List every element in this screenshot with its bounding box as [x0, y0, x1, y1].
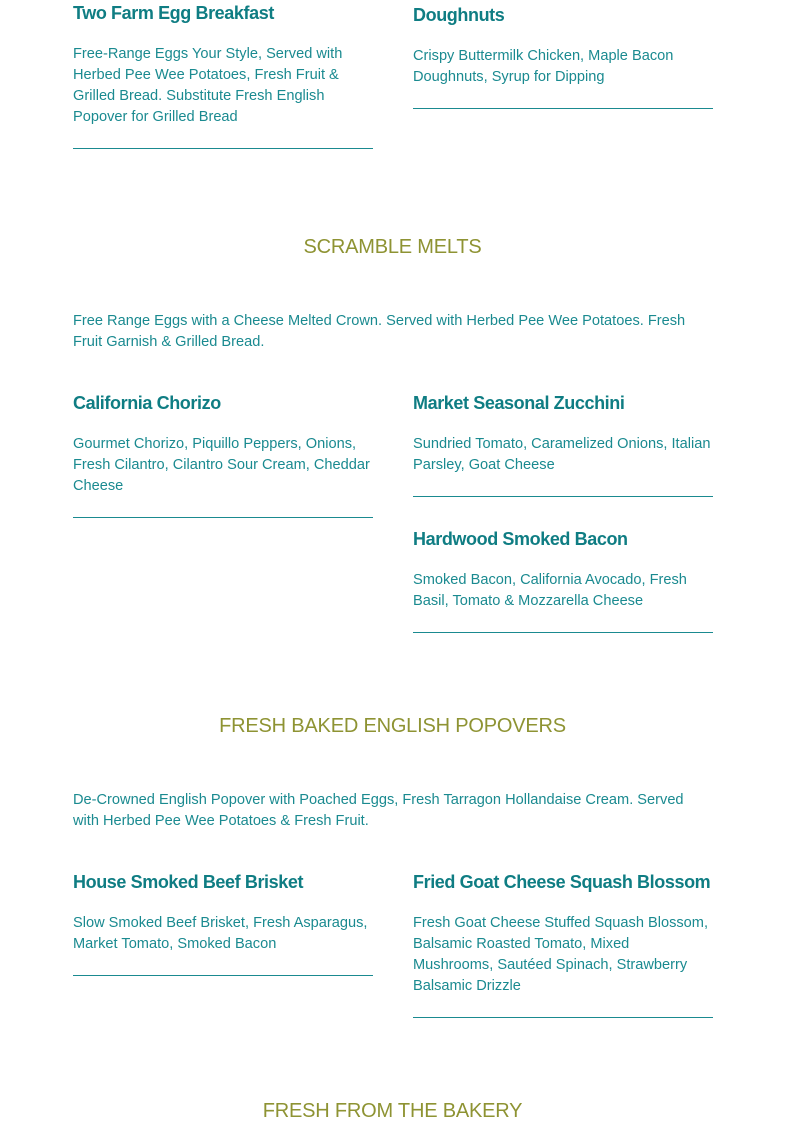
menu-item-description: Fresh Goat Cheese Stuffed Squash Blossom, Balsamic Roasted Tomato, Mixed Mushrooms, Sautéed Spinach, Strawberry Balsamic Drizzle: [413, 915, 709, 994]
item-divider: [413, 496, 713, 497]
item-divider: [413, 108, 713, 109]
section-intro: Free Range Eggs with a Cheese Melted Crown. Served with Herbed Pee Wee Potatoes. Fresh Fruit Garnish & Grilled Bread.: [73, 313, 686, 350]
section-title-fresh-from-the-bakery: FRESH FROM THE BAKERY: [262, 1100, 523, 1122]
menu-item-description: Free-Range Eggs Your Style, Served with Herbed Pee Wee Potatoes, Fresh Fruit & Grilled Bread. Substitute Fresh English Popover for Grilled Bread: [73, 46, 343, 125]
item-divider: [413, 1017, 713, 1018]
menu-item-name: Fried Goat Cheese Squash Blossom: [413, 872, 711, 892]
menu-item-name: Two Farm Egg Breakfast: [73, 3, 274, 23]
section-title-english-popovers: FRESH BAKED ENGLISH POPOVERS: [219, 715, 566, 737]
section-intro: De-Crowned English Popover with Poached Eggs, Fresh Tarragon Hollandaise Cream. Served with Herbed Pee Wee Potatoes & Fresh Fruit.: [73, 792, 684, 829]
menu-item-description: Gourmet Chorizo, Piquillo Peppers, Onions, Fresh Cilantro, Cilantro Sour Cream, Cheddar Cheese: [73, 436, 370, 494]
menu-item-name: House Smoked Beef Brisket: [73, 872, 304, 892]
item-divider: [73, 517, 373, 518]
item-divider: [413, 632, 713, 633]
menu-item-name: Hardwood Smoked Bacon: [413, 529, 628, 549]
menu-item-description: Sundried Tomato, Caramelized Onions, Italian Parsley, Goat Cheese: [413, 436, 711, 473]
menu-item-name: California Chorizo: [73, 393, 221, 413]
section-title-scramble-melts: SCRAMBLE MELTS: [303, 236, 482, 258]
menu-item-description: Slow Smoked Beef Brisket, Fresh Asparagus, Market Tomato, Smoked Bacon: [73, 915, 368, 952]
menu-item-name: Market Seasonal Zucchini: [413, 393, 625, 413]
menu-item-name: Doughnuts: [413, 5, 505, 25]
menu-item-description: Smoked Bacon, California Avocado, Fresh Basil, Tomato & Mozzarella Cheese: [413, 572, 687, 609]
menu-item-description: Crispy Buttermilk Chicken, Maple Bacon Doughnuts, Syrup for Dipping: [413, 48, 674, 85]
item-divider: [73, 975, 373, 976]
item-divider: [73, 148, 373, 149]
